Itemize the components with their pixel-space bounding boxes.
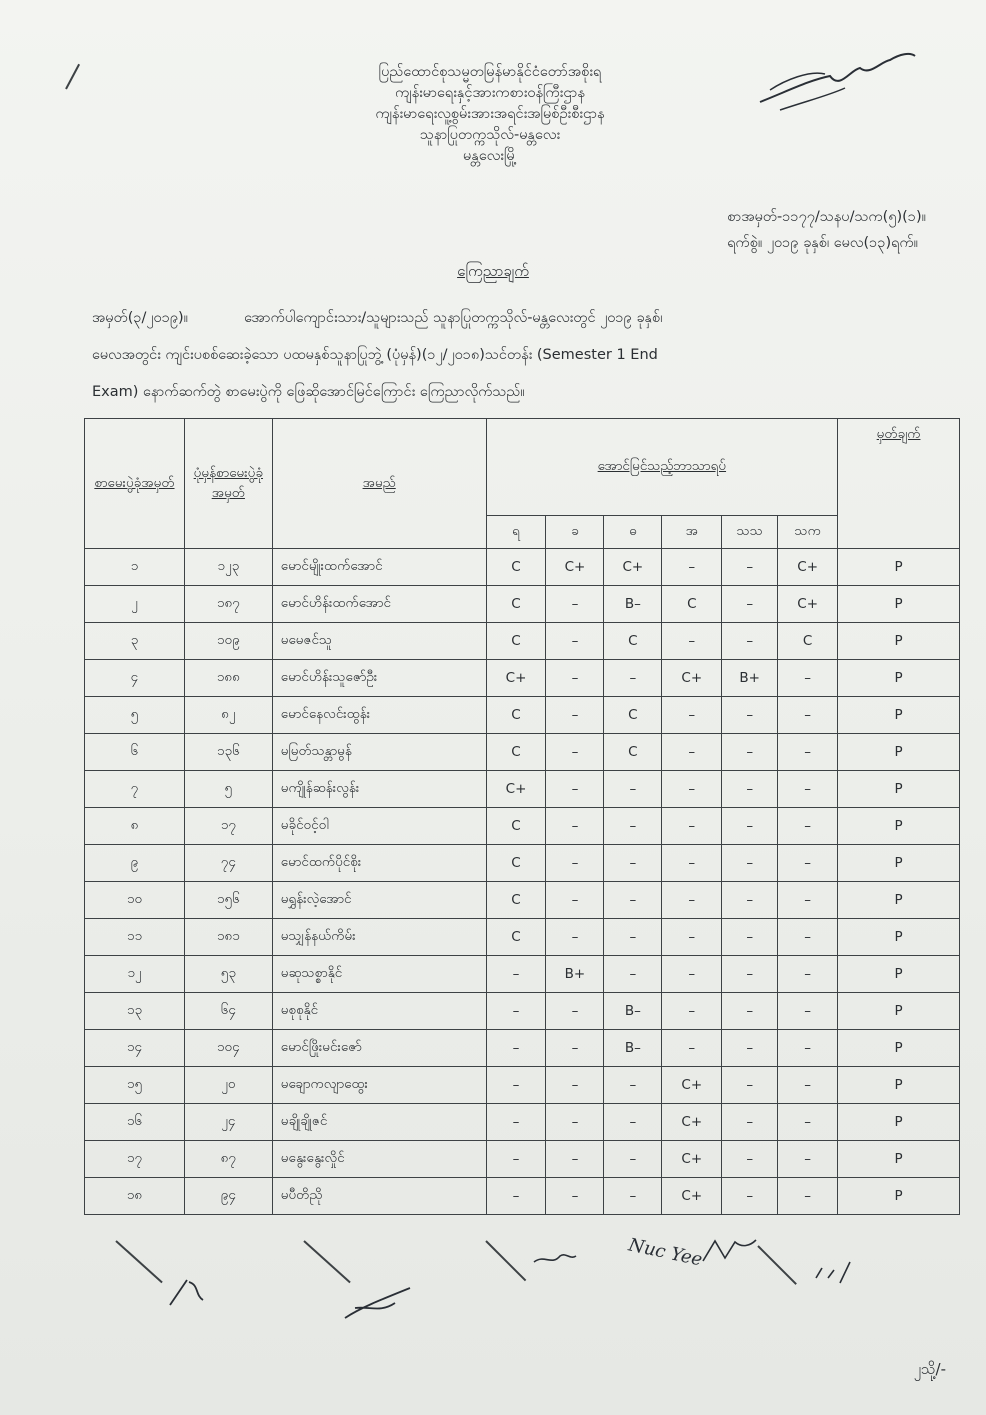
remark-cell: P	[838, 1104, 960, 1141]
grade-cell: –	[546, 993, 604, 1030]
initials-mark	[530, 1244, 580, 1274]
grade-cell: C+	[486, 771, 546, 808]
grade-cell: B–	[604, 993, 662, 1030]
grade-cell: –	[546, 623, 604, 660]
remark-cell: P	[838, 586, 960, 623]
regular-exam-no-cell: ၁၀၉	[184, 623, 272, 660]
regular-exam-no-cell: ၁၈၇	[184, 586, 272, 623]
remark-cell: P	[838, 1178, 960, 1215]
grade-cell: –	[546, 1104, 604, 1141]
student-name-cell: မောင်မျိုးထက်အောင်	[272, 549, 486, 586]
grade-cell: –	[604, 1178, 662, 1215]
remark-cell: P	[838, 1067, 960, 1104]
table-row	[85, 1030, 960, 1067]
exam-no-cell: ၁၃	[85, 993, 185, 1030]
student-name-cell: မနွေးနွေးလှိုင်	[272, 1141, 486, 1178]
col-passed-subjects: အောင်မြင်သည့်ဘာသာရပ်	[486, 419, 838, 516]
exam-no-cell: ၅	[85, 697, 185, 734]
grade-cell: –	[778, 919, 838, 956]
table-row	[85, 1178, 960, 1215]
grade-cell: C	[486, 623, 546, 660]
regular-exam-no-cell: ၈၇	[184, 1141, 272, 1178]
grade-cell: –	[722, 845, 778, 882]
grade-cell: –	[778, 1104, 838, 1141]
grade-cell: –	[722, 1067, 778, 1104]
remark-cell: P	[838, 993, 960, 1030]
exam-no-cell: ၁၆	[85, 1104, 185, 1141]
grade-cell: –	[778, 808, 838, 845]
initials-mark	[810, 1248, 860, 1288]
exam-no-cell: ၁၈	[85, 1178, 185, 1215]
regular-exam-no-cell: ၁၈၈	[184, 660, 272, 697]
table-row	[85, 586, 960, 623]
regular-exam-no-cell: ၁၇	[184, 808, 272, 845]
grade-cell: –	[722, 808, 778, 845]
grade-cell: C	[662, 586, 722, 623]
signature-bottom: Nuc Yee	[626, 1234, 705, 1271]
exam-no-cell: ၁၀	[85, 882, 185, 919]
grade-cell: C+	[778, 586, 838, 623]
results-table	[84, 418, 960, 1215]
grade-cell: –	[722, 1141, 778, 1178]
regular-exam-no-cell: ၅၃	[184, 956, 272, 993]
regular-exam-no-cell: ၁၃၆	[184, 734, 272, 771]
student-name-cell: မရွှန်းလဲ့အောင်	[272, 882, 486, 919]
subject-col: ရ	[486, 516, 546, 549]
student-name-cell: မမေဇင်သူ	[272, 623, 486, 660]
signature-top	[750, 40, 920, 120]
grade-cell: –	[486, 1067, 546, 1104]
letter-number: စာအမှတ်-၁၁၇၇/သနပ/သက(၅)(၁)။	[727, 209, 926, 225]
remark-cell: P	[838, 1141, 960, 1178]
table-row	[85, 771, 960, 808]
subject-col: သသ	[722, 516, 778, 549]
grade-cell: –	[486, 956, 546, 993]
table-row	[85, 549, 960, 586]
reference-block	[727, 204, 926, 256]
grade-cell: –	[486, 1030, 546, 1067]
grade-cell: C	[486, 734, 546, 771]
student-name-cell: မသျှန်နယ်ကိမ်း	[272, 919, 486, 956]
grade-cell: –	[486, 1178, 546, 1215]
remark-cell: P	[838, 845, 960, 882]
grade-cell: C	[604, 623, 662, 660]
remark-cell: P	[838, 771, 960, 808]
exam-no-cell: ၂	[85, 586, 185, 623]
grade-cell: –	[604, 1141, 662, 1178]
initials-mark	[165, 1270, 225, 1310]
pen-stroke	[485, 1240, 526, 1281]
exam-no-cell: ၁၅	[85, 1067, 185, 1104]
grade-cell: C	[486, 919, 546, 956]
grade-cell: C+	[662, 1178, 722, 1215]
exam-no-cell: ၈	[85, 808, 185, 845]
student-name-cell: မောင်ဟိန်းထက်အောင်	[272, 586, 486, 623]
grade-cell: C+	[486, 660, 546, 697]
letterhead-line: မန္တလေးမြို့	[463, 148, 517, 164]
regular-exam-no-cell: ၁၅၆	[184, 882, 272, 919]
grade-cell: –	[546, 1067, 604, 1104]
grade-cell: –	[662, 845, 722, 882]
letterhead-line: သူနာပြုတက္ကသိုလ်-မန္တလေး	[419, 127, 561, 143]
subject-col: အ	[662, 516, 722, 549]
student-name-cell: မပီတိညို	[272, 1178, 486, 1215]
regular-exam-no-cell: ၁၂၃	[184, 549, 272, 586]
exam-no-cell: ၉	[85, 845, 185, 882]
remark-cell: P	[838, 1030, 960, 1067]
grade-cell: –	[604, 660, 662, 697]
table-row	[85, 1067, 960, 1104]
table-row	[85, 919, 960, 956]
remark-cell: P	[838, 956, 960, 993]
grade-cell: –	[662, 697, 722, 734]
grade-cell: B+	[722, 660, 778, 697]
grade-cell: C	[604, 734, 662, 771]
grade-cell: –	[546, 586, 604, 623]
grade-cell: C+	[778, 549, 838, 586]
grade-cell: –	[778, 1030, 838, 1067]
grade-cell: –	[546, 882, 604, 919]
grade-cell: C	[604, 697, 662, 734]
grade-cell: C	[486, 845, 546, 882]
grade-cell: –	[778, 771, 838, 808]
letterhead-line: ကျန်းမာရေးနှင့်အားကစားဝန်ကြီးဌာန	[395, 85, 585, 101]
grade-cell: –	[778, 845, 838, 882]
grade-cell: –	[546, 660, 604, 697]
exam-no-cell: ၁၇	[85, 1141, 185, 1178]
exam-no-cell: ၁	[85, 549, 185, 586]
subject-col: ဓ	[604, 516, 662, 549]
grade-cell: –	[778, 660, 838, 697]
letterhead-line: ကျန်းမာရေးလူ့စွမ်းအားအရင်းအမြစ်ဦးစီးဌာန	[375, 106, 605, 122]
regular-exam-no-cell: ၇၄	[184, 845, 272, 882]
grade-cell: –	[722, 1104, 778, 1141]
grade-cell: C+	[662, 660, 722, 697]
exam-no-cell: ၄	[85, 660, 185, 697]
grade-cell: –	[604, 919, 662, 956]
grade-cell: C	[486, 586, 546, 623]
remark-cell: P	[838, 549, 960, 586]
grade-cell: –	[546, 1178, 604, 1215]
grade-cell: –	[722, 697, 778, 734]
student-name-cell: မစုစုနိုင်	[272, 993, 486, 1030]
letter-date: ရက်စွဲ။ ၂၀၁၉ ခုနှစ်၊ မေလ(၁၃)ရက်။	[727, 235, 919, 251]
regular-exam-no-cell: ၂၄	[184, 1104, 272, 1141]
col-exam-no: စာမေးပွဲခုံအမှတ်	[85, 419, 185, 549]
announcement-title-text: ကြေညာချက်	[457, 262, 529, 280]
pen-stroke	[757, 1245, 797, 1285]
announcement-number: အမှတ်(၃/၂၀၁၉)။	[92, 310, 189, 326]
grade-cell: –	[778, 1178, 838, 1215]
grade-cell: C+	[662, 1141, 722, 1178]
grade-cell: –	[722, 993, 778, 1030]
table-row	[85, 697, 960, 734]
grade-cell: C	[486, 549, 546, 586]
grade-cell: –	[546, 771, 604, 808]
regular-exam-no-cell: ၁၈၁	[184, 919, 272, 956]
table-row	[85, 1141, 960, 1178]
letterhead-line: ပြည်ထောင်စုသမ္မတမြန်မာနိုင်ငံတော်အစိုးရ	[378, 64, 602, 80]
student-name-cell: မဆုသစ္စာနိုင်	[272, 956, 486, 993]
regular-exam-no-cell: ၂၀	[184, 1067, 272, 1104]
table-row	[85, 808, 960, 845]
grade-cell: C+	[604, 549, 662, 586]
grade-cell: –	[486, 1141, 546, 1178]
table-row	[85, 734, 960, 771]
grade-cell: –	[722, 956, 778, 993]
grade-cell: –	[662, 549, 722, 586]
grade-cell: –	[604, 956, 662, 993]
remark-cell: P	[838, 808, 960, 845]
regular-exam-no-cell: ၅	[184, 771, 272, 808]
grade-cell: –	[604, 1067, 662, 1104]
grade-cell: –	[778, 993, 838, 1030]
col-name: အမည်	[272, 419, 486, 549]
exam-no-cell: ၁၁	[85, 919, 185, 956]
regular-exam-no-cell: ၆၄	[184, 993, 272, 1030]
grade-cell: –	[546, 697, 604, 734]
pen-stroke	[303, 1240, 350, 1283]
subject-col: သက	[778, 516, 838, 549]
grade-cell: –	[662, 808, 722, 845]
table-row	[85, 993, 960, 1030]
grade-cell: C	[778, 623, 838, 660]
letterhead	[240, 62, 740, 167]
grade-cell: –	[604, 771, 662, 808]
grade-cell: –	[486, 993, 546, 1030]
grade-cell: –	[604, 808, 662, 845]
grade-cell: –	[778, 697, 838, 734]
grade-cell: –	[662, 956, 722, 993]
grade-cell: –	[604, 845, 662, 882]
grade-cell: –	[662, 882, 722, 919]
grade-cell: –	[546, 845, 604, 882]
grade-cell: B–	[604, 586, 662, 623]
grade-cell: –	[722, 549, 778, 586]
remark-cell: P	[838, 919, 960, 956]
grade-cell: –	[722, 1178, 778, 1215]
grade-cell: –	[546, 734, 604, 771]
body-line: Exam) နောက်ဆက်တွဲ စာမေးပွဲကို ဖြေဆိုအောင်မြင်ကြောင်း ကြေညာလိုက်သည်။	[92, 384, 525, 400]
grade-cell: –	[546, 919, 604, 956]
grade-cell: C+	[662, 1067, 722, 1104]
exam-no-cell: ၆	[85, 734, 185, 771]
exam-no-cell: ၃	[85, 623, 185, 660]
grade-cell: –	[722, 919, 778, 956]
exam-no-cell: ၁၂	[85, 956, 185, 993]
subject-col: ခ	[546, 516, 604, 549]
grade-cell: –	[662, 771, 722, 808]
student-name-cell: မခိုင်ဝင့်ဝါ	[272, 808, 486, 845]
grade-cell: –	[604, 882, 662, 919]
grade-cell: –	[662, 919, 722, 956]
table-row	[85, 1104, 960, 1141]
table-row	[85, 956, 960, 993]
remark-cell: P	[838, 623, 960, 660]
announcement-title	[0, 262, 986, 284]
table-row	[85, 623, 960, 660]
student-name-cell: မောင်နေလင်းထွန်း	[272, 697, 486, 734]
page-continuation: ၂သို့/-	[913, 1360, 946, 1378]
grade-cell: –	[662, 1030, 722, 1067]
grade-cell: –	[778, 882, 838, 919]
student-name-cell: မချိုချိုဇင်	[272, 1104, 486, 1141]
body-line: မေလအတွင်း ကျင်းပစစ်ဆေးခဲ့သော ပထမနှစ်သူနာပြုဘွဲ့ (ပုံမှန်)(၁၂/၂၀၁၈)သင်တန်း (Semester 1 End	[92, 347, 658, 363]
grade-cell: –	[662, 993, 722, 1030]
regular-exam-no-cell: ၈၂	[184, 697, 272, 734]
student-name-cell: မချောကလျာထွေး	[272, 1067, 486, 1104]
student-name-cell: မောင်ထက်ပိုင်စိုး	[272, 845, 486, 882]
col-regular-exam-no: ပုံမှန်စာမေးပွဲခုံအမှတ်	[184, 419, 272, 549]
grade-cell: –	[778, 734, 838, 771]
remark-cell: P	[838, 697, 960, 734]
grade-cell: –	[778, 956, 838, 993]
pen-mark	[65, 64, 80, 90]
announcement-body	[92, 300, 952, 411]
remark-cell: P	[838, 660, 960, 697]
grade-cell: B+	[546, 956, 604, 993]
body-line: အောက်ပါကျောင်းသား/သူများသည် သူနာပြုတက္ကသိုလ်-မန္တလေးတွင် ၂၀၁၉ ခုနှစ်၊	[244, 310, 663, 326]
exam-no-cell: ၁၄	[85, 1030, 185, 1067]
grade-cell: –	[546, 1030, 604, 1067]
initials-mark	[700, 1236, 760, 1266]
student-name-cell: မကျိုန်ဆန်းလွန်း	[272, 771, 486, 808]
grade-cell: –	[778, 1067, 838, 1104]
signature-bottom-scribble	[340, 1278, 420, 1328]
grade-cell: –	[722, 586, 778, 623]
grade-cell: B–	[604, 1030, 662, 1067]
table-row	[85, 882, 960, 919]
grade-cell: C	[486, 882, 546, 919]
grade-cell: C	[486, 697, 546, 734]
grade-cell: –	[722, 734, 778, 771]
pen-stroke	[115, 1240, 162, 1283]
grade-cell: –	[662, 734, 722, 771]
grade-cell: C+	[546, 549, 604, 586]
student-name-cell: မောင်ဖြိုးမင်းဇော်	[272, 1030, 486, 1067]
grade-cell: –	[486, 1104, 546, 1141]
exam-no-cell: ၇	[85, 771, 185, 808]
student-name-cell: မောင်ဟိန်းသူဇော်ဦး	[272, 660, 486, 697]
grade-cell: –	[546, 1141, 604, 1178]
grade-cell: –	[546, 808, 604, 845]
student-name-cell: မမြတ်သန္တာမွန်	[272, 734, 486, 771]
remark-cell: P	[838, 734, 960, 771]
grade-cell: C	[486, 808, 546, 845]
grade-cell: –	[722, 882, 778, 919]
grade-cell: C+	[662, 1104, 722, 1141]
grade-cell: –	[722, 771, 778, 808]
regular-exam-no-cell: ၁၀၄	[184, 1030, 272, 1067]
grade-cell: –	[722, 623, 778, 660]
grade-cell: –	[662, 623, 722, 660]
regular-exam-no-cell: ၉၄	[184, 1178, 272, 1215]
col-remarks: မှတ်ချက်	[838, 419, 960, 549]
table-row	[85, 845, 960, 882]
grade-cell: –	[722, 1030, 778, 1067]
grade-cell: –	[604, 1104, 662, 1141]
remark-cell: P	[838, 882, 960, 919]
grade-cell: –	[778, 1141, 838, 1178]
table-row	[85, 660, 960, 697]
